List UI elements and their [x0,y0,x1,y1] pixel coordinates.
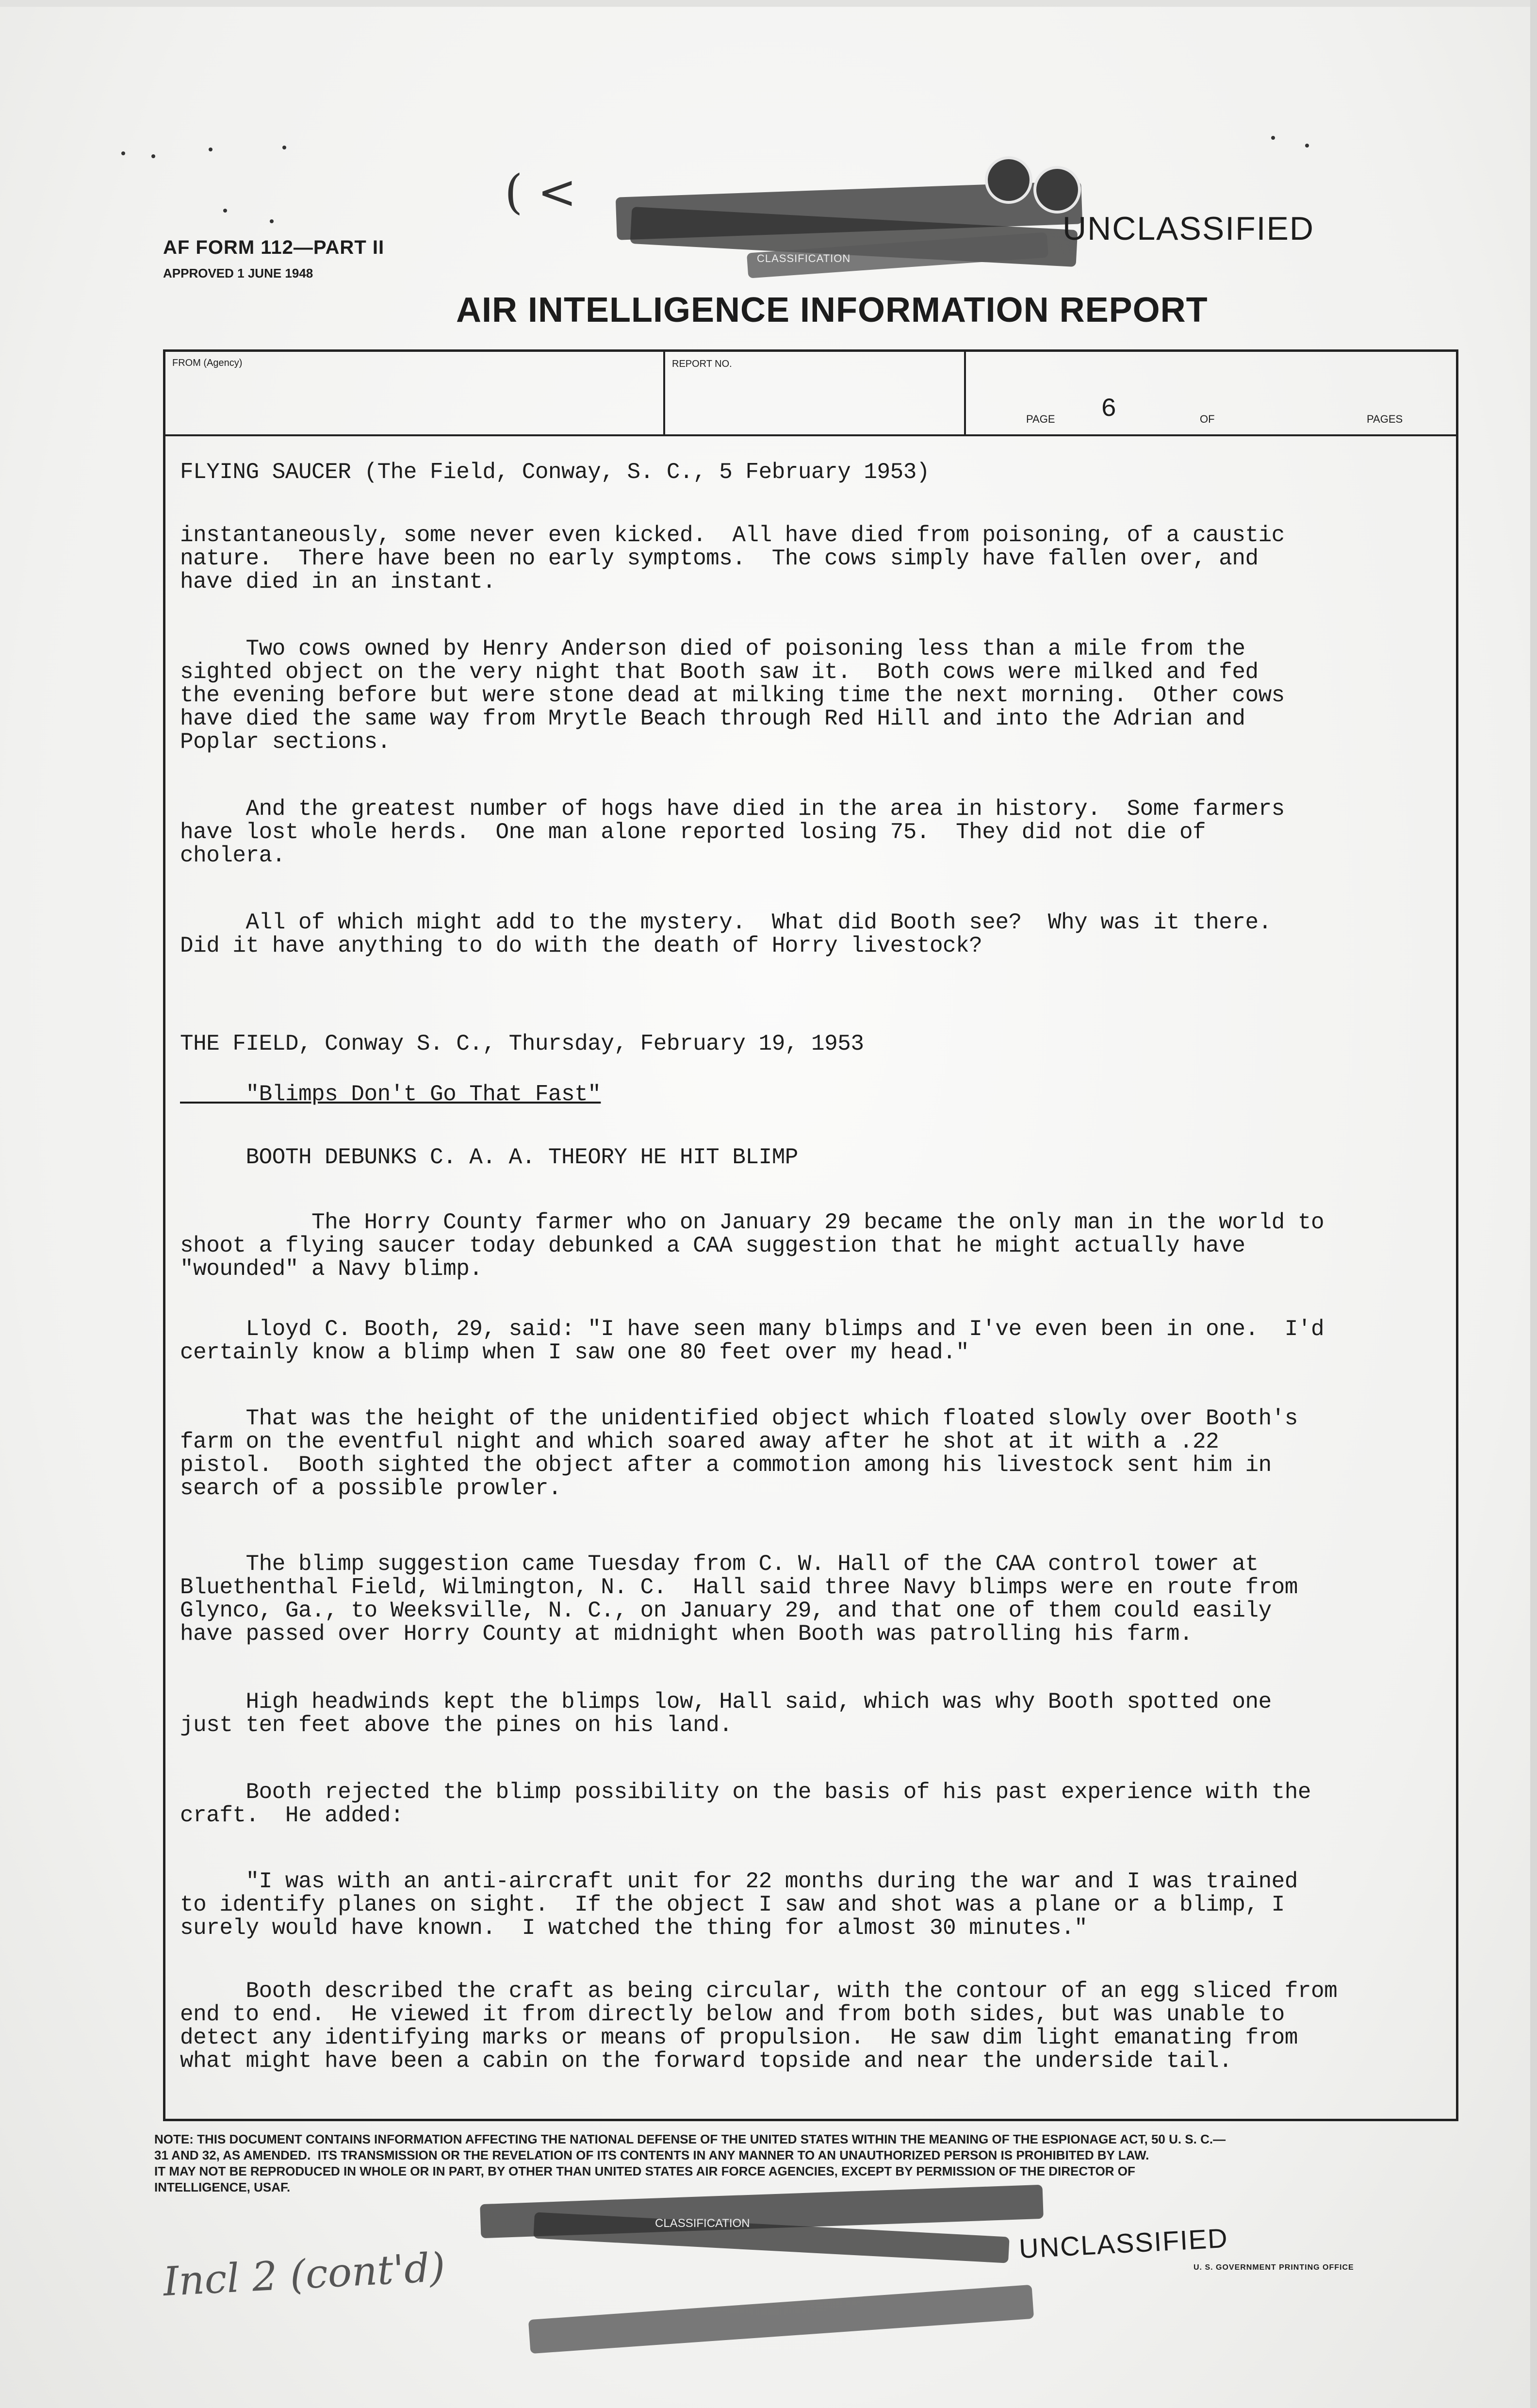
report-header-box [163,349,1458,436]
text-line: The Horry County farmer who on January 29 became the only man in the world to [180,1210,1324,1235]
classification-stamp-bottom: UNCLASSIFIED [1018,2222,1229,2264]
page-label: PAGE [1026,413,1055,425]
stray-mark [270,219,274,223]
stray-mark [1271,136,1275,140]
header-divider [663,352,665,434]
text-line: Glynco, Ga., to Weeksville, N. C., on January 29, and that one of them could easily [180,1598,1272,1623]
of-label: OF [1200,413,1215,425]
right-edge [1530,0,1537,2408]
text-line: Did it have anything to do with the death of Horry livestock? [180,933,982,958]
text-line: search of a possible prowler. [180,1476,562,1501]
text-line: shoot a flying saucer today debunked a CAA suggestion that he might actually have [180,1233,1245,1258]
article-subheadline: BOOTH DEBUNKS C. A. A. THEORY HE HIT BLIMP [180,1145,798,1170]
handwritten-scribble: ( < [505,165,577,219]
text-line: pistol. Booth sighted the object after a commotion among his livestock sent him in [180,1452,1272,1478]
stray-mark [121,151,125,155]
stamp-circle [985,156,1032,204]
stray-mark [282,146,286,149]
text-line: cholera. [180,843,285,868]
text-line: have lost whole herds. One man alone reported losing 75. They did not die of [180,820,1206,845]
text-line: High headwinds kept the blimps low, Hall said, which was why Booth spotted one [180,1689,1272,1715]
pages-label: PAGES [1367,413,1403,425]
page-number: 6 [1101,395,1117,424]
text-line: Poplar sections. [180,729,391,755]
text-line: to identify planes on sight. If the object I saw and shot was a plane or a blimp, I [180,1892,1285,1917]
text-line: what might have been a cabin on the forward topside and near the underside tail. [180,2048,1232,2074]
text-line: All of which might add to the mystery. What did Booth see? Why was it there. [180,910,1272,935]
header-divider [964,352,966,434]
text-line: Lloyd C. Booth, 29, said: "I have seen many blimps and I've even been in one. I'd [180,1317,1324,1342]
stray-mark [209,148,213,151]
redaction-smudge [528,2285,1034,2354]
article-dateline: THE FIELD, Conway S. C., Thursday, February 19, 1953 [180,1031,864,1056]
text-line: have died the same way from Mrytle Beach through Red Hill and into the Adrian and [180,706,1245,731]
text-line: nature. There have been no early symptoms. The cows simply have fallen over, and [180,546,1259,571]
report-body [163,435,1458,2121]
stray-mark [151,154,155,158]
text-line: the evening before but were stone dead at milking time the next morning. Other cows [180,683,1285,708]
text-line: instantaneously, some never even kicked. All have died from poisoning, of a caustic [180,523,1285,548]
text-line: certainly know a blimp when I saw one 80 feet over my head." [180,1340,969,1365]
report-subject: FLYING SAUCER (The Field, Conway, S. C., 5 February 1953) [180,460,930,485]
text-line: Booth rejected the blimp possibility on the basis of his past experience with the [180,1780,1311,1805]
text-line: "wounded" a Navy blimp. [180,1256,483,1282]
classification-label: CLASSIFICATION [655,2217,750,2230]
text-line: craft. He added: [180,1803,404,1828]
report-title: AIR INTELLIGENCE INFORMATION REPORT [456,291,1208,330]
handwritten-annotation: Incl 2 (cont'd) [162,2244,446,2306]
printing-office-label: U. S. GOVERNMENT PRINTING OFFICE [1194,2263,1354,2272]
text-line: "I was with an anti-aircraft unit for 22 months during the war and I was trained [180,1869,1298,1894]
form-number: AF FORM 112—PART II [163,237,385,258]
article-headline: "Blimps Don't Go That Fast" [180,1082,601,1107]
text-line: surely would have known. I watched the thing for almost 30 minutes." [180,1915,1088,1941]
text-line: That was the height of the unidentified object which floated slowly over Booth's [180,1406,1298,1431]
text-line: Bluethenthal Field, Wilmington, N. C. Hall said three Navy blimps were en route from [180,1575,1298,1600]
text-line: have passed over Horry County at midnight when Booth was patrolling his farm. [180,1621,1193,1647]
from-agency-label: FROM (Agency) [172,358,243,368]
text-line: The blimp suggestion came Tuesday from C. W. Hall of the CAA control tower at [180,1551,1259,1577]
report-number-label: REPORT NO. [672,359,732,369]
stray-mark [223,209,227,213]
classification-stamp-top: UNCLASSIFIED [1063,210,1314,247]
text-line: farm on the eventful night and which soared away after he shot at it with a .22 [180,1429,1219,1454]
stamp-circle [1033,166,1081,214]
form-approved-date: APPROVED 1 JUNE 1948 [163,266,313,280]
espionage-act-notice: NOTE: THIS DOCUMENT CONTAINS INFORMATION AFFECTING THE NATIONAL DEFENSE OF THE UNITED STATES WITHIN THE MEANING OF THE ESPIONAGE ACT, 50 U. S. C.— 31 AND 32, AS AMENDED. ITS TRANSMISSION OR THE REVELATION OF ITS CONTENTS IN ANY MANNER TO AN UNAUTHORIZED PERSON IS PROHIBITED BY LAW. IT MAY NOT BE REPRODUCED IN WHOLE OR IN PART, BY OTHER THAN UNITED STATES AIR FORCE AGENCIES, EXCEPT BY PERMISSION OF THE DIRECTOR OF INTELLIGENCE, USAF. [154,2132,1226,2194]
classification-label: CLASSIFICATION [757,252,851,264]
text-line: And the greatest number of hogs have died in the area in history. Some farmers [180,796,1285,822]
stray-mark [1305,144,1309,148]
text-line: have died in an instant. [180,569,496,594]
text-line: detect any identifying marks or means of propulsion. He saw dim light emanating from [180,2025,1298,2050]
text-line: sighted object on the very night that Booth saw it. Both cows were milked and fed [180,660,1259,685]
text-line: end to end. He viewed it from directly below and from both sides, but was unable to [180,2002,1285,2027]
text-line: just ten feet above the pines on his land. [180,1713,733,1738]
top-edge [0,0,1537,7]
text-line: Two cows owned by Henry Anderson died of poisoning less than a mile from the [180,636,1245,661]
text-line: Booth described the craft as being circular, with the contour of an egg sliced from [180,1979,1338,2004]
